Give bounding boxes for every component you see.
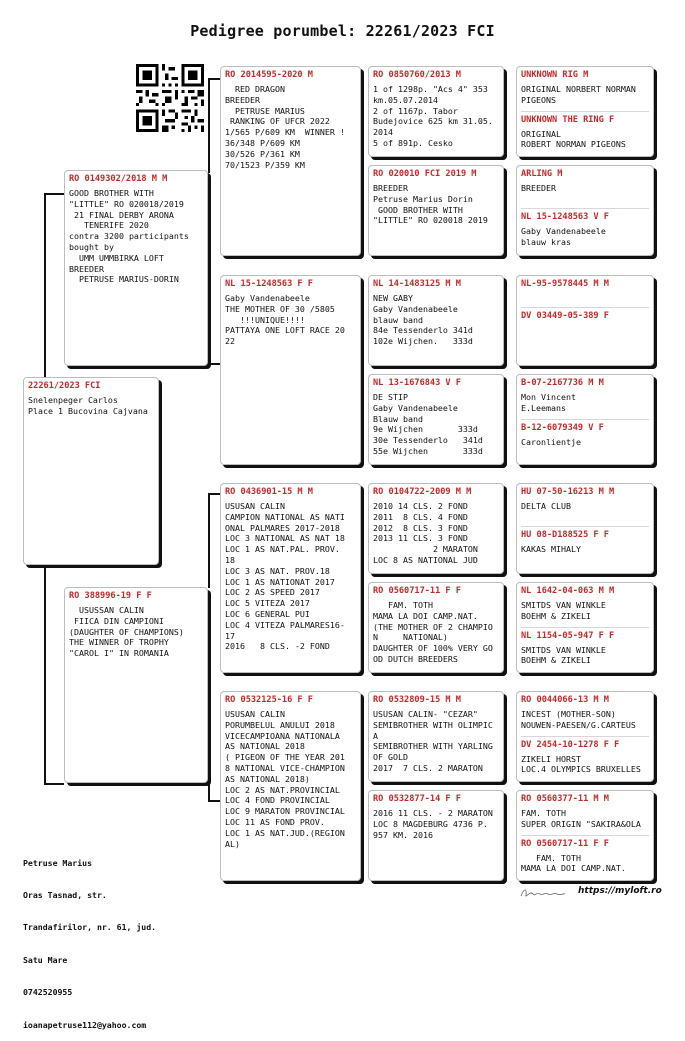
detail-line: DELTA CLUB [521, 501, 571, 511]
ring-number: NL 15-1248563 V F [521, 211, 609, 222]
detail-line: VICECAMPIOANA NATIONALA [225, 730, 340, 741]
ring-number: RO 0436901-15 M M [225, 487, 313, 497]
detail-line: 84e Tessenderlo 341d [373, 325, 473, 336]
detail-line: 1/565 P/609 KM WINNER ! [225, 127, 345, 138]
detail-line: 18 [225, 554, 235, 565]
connector-line [44, 565, 46, 785]
detail-line: PORUMBELUL ANULUI 2018 [225, 719, 335, 730]
detail-line: GOOD BROTHER WITH [69, 188, 154, 198]
address-line: Satu Mare [23, 954, 68, 965]
great-grandparent-card[interactable] [368, 691, 504, 782]
detail-line: 21 FINAL DERBY ARONA [69, 209, 174, 220]
ancestor-pair-card[interactable] [516, 691, 654, 782]
detail-line: AS NATIONAL 2018 [225, 741, 305, 752]
detail-line: LOC 9 MARATON PROVINCIAL [225, 806, 345, 817]
ring-number: RO 388996-19 F F [69, 591, 152, 601]
detail-line: GOOD BROTHER WITH [373, 204, 463, 215]
detail-line: blauw band [373, 314, 423, 325]
detail-line: LOC 3 AS NAT. PROV.18 [225, 565, 330, 576]
detail-line: LOC 1 AS NATIONAT 2017 [225, 576, 335, 587]
ring-number: 22261/2023 FCI [28, 381, 101, 391]
connector-line [44, 783, 64, 785]
detail-line: 2 of 1167p. Tabor [373, 105, 458, 116]
detail-line: USUSSAN CALIN [69, 605, 144, 615]
website-link[interactable]: https://myloft.ro [578, 886, 662, 896]
ancestor-pair-card[interactable] [516, 582, 654, 673]
detail-line: OF GOLD [373, 752, 408, 763]
detail-line: BREEDER [225, 94, 260, 105]
detail-line: LOC 8 MAGDEBURG 4736 P. [373, 818, 488, 829]
detail-line: ROBERT NORMAN PIGEONS [521, 139, 626, 150]
detail-line: SMITDS VAN WINKLE [521, 644, 606, 655]
ring-number: B-12-6079349 V F [521, 422, 604, 433]
detail-line: BOEHM & ZIKELI [521, 610, 591, 621]
detail-line: 5 of 891p. Cesko [373, 137, 453, 148]
detail-line: 102e Wijchen. 333d [373, 336, 473, 347]
ring-number: NL-95-9578445 M M [521, 279, 609, 289]
detail-line: PETRUSE MARIUS-DORIN [69, 274, 179, 285]
ancestor-dam [521, 111, 649, 151]
detail-line: USUSAN CALIN- "CEZAR" [373, 709, 478, 719]
detail-line: PATTAYA ONE LOFT RACE 20 [225, 325, 345, 336]
detail-line: Caronlientje [521, 436, 581, 447]
detail-line: 2016 11 CLS. - 2 MARATON [373, 808, 493, 818]
address-line: 0742520955 [23, 987, 73, 998]
detail-line: Budejovice 625 km 31.05. [373, 116, 493, 127]
detail-line: ( PIGEON OF THE YEAR 201 [225, 752, 345, 763]
detail-line: 70/1523 P/359 KM [225, 159, 305, 170]
connector-line [208, 265, 210, 365]
detail-line: ZIKELI HORST [521, 753, 581, 764]
detail-line: 2017 7 CLS. 2 MARATON [373, 762, 483, 773]
ring-number: NL 15-1248563 F F [225, 279, 313, 289]
father-card[interactable] [64, 170, 208, 366]
detail-line: 957 KM. 2016 [373, 829, 433, 840]
address-line: Trandafirilor, nr. 61, jud. [23, 922, 157, 933]
detail-line: RED DRAGON [225, 84, 285, 94]
ancestor-dam [521, 627, 649, 667]
detail-line: N NATIONAL) [373, 632, 448, 643]
detail-line: MAMA LA DOI CAMP.NAT. [521, 863, 626, 874]
detail-line: 30e Tessenderlo 341d [373, 435, 483, 446]
detail-line: 1 of 1298p. "Acs 4" 353 [373, 84, 488, 94]
detail-line: PIGEONS [521, 94, 556, 105]
detail-line: MAMA LA DOI CAMP.NAT. [373, 610, 478, 621]
detail-line: OD DUTCH BREEDERS [373, 653, 458, 664]
great-grandparent-card[interactable] [368, 275, 504, 366]
detail-line: FIICA DIN CAMPIONI [69, 615, 164, 626]
detail-line: SEMIBROTHER WITH OLIMPIC [373, 719, 493, 730]
detail-line: Gaby Vandenabeele [373, 402, 458, 413]
great-grandparent-card[interactable] [368, 374, 504, 465]
address-line: Petruse Marius [23, 857, 93, 868]
ancestor-dam [521, 307, 649, 323]
detail-line: BREEDER [521, 183, 556, 193]
detail-line: Gaby Vandenabeele [225, 293, 310, 303]
ancestor-dam [521, 835, 649, 875]
detail-line: bought by [69, 241, 114, 252]
detail-line: contra 3200 participants [69, 231, 189, 242]
detail-line: (DAUGHTER OF CHAMPIONS) [69, 626, 184, 637]
detail-line: USUSAN CALIN [225, 501, 285, 511]
detail-line: "LITTLE" RO 020018/2019 [69, 198, 184, 209]
detail-line: KAKAS MIHALY [521, 543, 581, 554]
ring-number: RO 0850760/2013 M [373, 70, 461, 80]
detail-line: ONAL PALMARES 2017-2018 [225, 522, 340, 533]
detail-line: Blauw band [373, 413, 423, 424]
ancestor-pair-card[interactable] [516, 374, 654, 465]
detail-line: km.05.07.2014 [373, 94, 438, 105]
address-line: Oras Tasnad, str. [23, 889, 107, 900]
detail-line: 22 [225, 336, 235, 347]
detail-line: RANKING OF UFCR 2022 [225, 116, 330, 127]
detail-line: 8 NATIONAL VICE-CHAMPION [225, 762, 345, 773]
subject-card[interactable] [23, 377, 159, 565]
great-grandparent-card[interactable] [368, 165, 504, 256]
ring-number: RO 0560717-11 F F [521, 838, 609, 849]
detail-line: 2013 11 CLS. 3 FOND [373, 533, 468, 544]
ring-number: NL 14-1483125 M M [373, 279, 461, 289]
detail-line: UMM UMMBIRKA LOFT [69, 252, 164, 263]
detail-line: ORIGINAL NORBERT NORMAN [521, 84, 636, 94]
granddam-paternal-card[interactable] [220, 275, 361, 465]
detail-line: LOC 11 AS FOND PROV. [225, 816, 325, 827]
detail-line: CAMPION NATIONAL AS NATI [225, 511, 345, 522]
email-address[interactable]: ioanapetruse112@yahoo.com [23, 1019, 147, 1030]
ring-number: HU 07-50-16213 M M [521, 487, 615, 497]
grandsire-paternal-card[interactable] [220, 66, 361, 256]
ancestor-pair-card[interactable] [516, 275, 654, 366]
ring-number: RO 0044066-13 M M [521, 695, 609, 705]
page-title: Pedigree porumbel: 22261/2023 FCI [190, 22, 495, 40]
ring-number: DV 03449-05-389 F [521, 311, 609, 321]
qr-code [136, 64, 204, 132]
ancestor-dam [521, 419, 649, 448]
ancestor-dam [521, 208, 649, 248]
detail-line: BREEDER [373, 183, 408, 193]
ring-number: RO 020010 FCI 2019 M [373, 169, 477, 179]
detail-line: 30/526 P/361 KM [225, 148, 300, 159]
detail-line: BREEDER [69, 263, 104, 274]
ring-number: RO 0560377-11 M M [521, 794, 609, 804]
connector-line [208, 800, 220, 802]
connector-line [44, 193, 64, 195]
detail-line: LOC 1 AS NAT.JUD.(REGION [225, 827, 345, 838]
ring-number: RO 0560717-11 F F [373, 586, 461, 596]
detail-line: (THE MOTHER OF 2 CHAMPIO [373, 621, 493, 632]
ring-number: RO 2014595-2020 M [225, 70, 313, 80]
detail-line: PETRUSE MARIUS [225, 105, 305, 116]
detail-line: DE STIP [373, 392, 408, 402]
ring-number: B-07-2167736 M M [521, 378, 604, 388]
detail-line: LOC 1 AS NAT.PAL. PROV. [225, 544, 340, 555]
detail-line: Place 1 Bucovina Cajvana [28, 405, 148, 416]
detail-line: ORIGINAL [521, 128, 561, 139]
detail-line: LOC 4 FOND PROVINCIAL [225, 795, 330, 806]
detail-line: FAM. TOTH [373, 600, 433, 610]
great-grandparent-card[interactable] [368, 483, 504, 574]
ring-number: RO 0532809-15 M M [373, 695, 461, 705]
grandsire-maternal-card[interactable] [220, 483, 361, 673]
ancestor-dam [521, 736, 649, 776]
ancestor-pair-card[interactable] [516, 790, 654, 881]
breeder-address [23, 836, 156, 1041]
detail-line: LOC 8 AS NATIONAL JUD [373, 554, 478, 565]
ring-number: UNKNOWN THE RING F [521, 114, 615, 125]
great-grandparent-card[interactable] [368, 582, 504, 673]
detail-line: LOC 2 AS SPEED 2017 [225, 587, 320, 598]
ring-number: NL 13-1676843 V F [373, 378, 461, 388]
great-grandparent-card[interactable] [368, 66, 504, 157]
connector-line [44, 193, 46, 378]
ring-number: DV 2454-10-1278 F F [521, 739, 620, 750]
connector-line [208, 78, 210, 173]
detail-line: THE MOTHER OF 30 /5805 [225, 303, 335, 314]
detail-line: BOEHM & ZIKELI [521, 655, 591, 666]
detail-line: 36/348 P/609 KM [225, 137, 300, 148]
detail-line: LOC 3 NATIONAL AS NAT 18 [225, 533, 345, 544]
connector-line [208, 363, 220, 365]
signature [519, 886, 567, 900]
ring-number: RO 0532125-16 F F [225, 695, 313, 705]
ancestor-dam [521, 526, 649, 555]
ring-number: UNKNOWN RIG M [521, 70, 589, 80]
detail-line: Gaby Vandenabeele [521, 225, 606, 236]
detail-line: FAM. TOTH [521, 852, 581, 863]
detail-line: AS NATIONAL 2018) [225, 773, 310, 784]
detail-line: 9e Wijchen 333d [373, 424, 478, 435]
mother-card[interactable] [64, 587, 208, 783]
detail-line: 17 [225, 630, 235, 641]
detail-line: SMITDS VAN WINKLE [521, 600, 606, 610]
detail-line: LOC.4 OLYMPICS BRUXELLES [521, 764, 641, 775]
connector-line [208, 672, 210, 802]
detail-line: SEMIBROTHER WITH YARLING [373, 741, 493, 752]
detail-line: 2010 14 CLS. 2 FOND [373, 501, 468, 511]
ring-number: RO 0104722-2009 M M [373, 487, 472, 497]
ring-number: NL 1154-05-947 F F [521, 630, 615, 641]
ring-number: RO 0149302/2018 M M [69, 174, 168, 184]
detail-line: LOC 4 VITEZA PALMARES16- [225, 619, 345, 630]
ring-number: ARLING M [521, 169, 563, 179]
detail-line: 2014 [373, 127, 393, 138]
connector-line [208, 493, 220, 495]
detail-line: NEW GABY [373, 293, 413, 303]
detail-line: !!!UNIQUE!!!! [225, 314, 305, 325]
detail-line: USUSAN CALIN [225, 709, 285, 719]
detail-line: 2 MARATON [373, 544, 478, 555]
detail-line: NOUWEN-PAESEN/G.CARTEUS [521, 719, 636, 730]
detail-line: INCEST (MOTHER-SON) [521, 709, 616, 719]
ancestor-pair-card[interactable] [516, 66, 654, 157]
detail-line: 55e Wijchen 333d [373, 445, 483, 456]
detail-line: 2016 8 CLS. -2 FOND [225, 641, 330, 652]
ring-number: RO 0532877-14 F F [373, 794, 461, 804]
detail-line: 2011 8 CLS. 4 FOND [373, 511, 468, 522]
detail-line: THE WINNER OF TROPHY [69, 637, 169, 648]
detail-line: LOC 5 VITEZA 2017 [225, 598, 310, 609]
connector-line [208, 78, 220, 80]
detail-line: AL) [225, 838, 240, 849]
ring-number: NL 1642-04-063 M M [521, 586, 615, 596]
detail-line: Petruse Marius Dorin [373, 193, 473, 204]
detail-line: LOC 6 GENERAL PUI [225, 608, 310, 619]
great-grandparent-card[interactable] [368, 790, 504, 881]
detail-line: blauw kras [521, 236, 571, 247]
detail-line: A [373, 730, 378, 741]
detail-line: DAUGHTER OF 100% VERY GO [373, 643, 493, 654]
granddam-maternal-card[interactable] [220, 691, 361, 881]
detail-line: "LITTLE" RO 020018 2019 [373, 215, 488, 226]
connector-line [208, 493, 210, 588]
ring-number: HU 08-D188525 F F [521, 529, 609, 540]
detail-line: 2012 8 CLS. 3 FOND [373, 522, 468, 533]
detail-line: LOC 2 AS NAT.PROVINCIAL [225, 784, 340, 795]
ancestor-pair-card[interactable] [516, 483, 654, 574]
detail-line: E.Leemans [521, 402, 566, 413]
detail-line: SUPER ORIGIN "SAKIRA&OLA [521, 818, 641, 829]
detail-line: TENERIFE 2020 [69, 220, 149, 231]
detail-line: FAM. TOTH [521, 808, 566, 818]
ancestor-pair-card[interactable] [516, 165, 654, 256]
detail-line: Snelenpeger Carlos [28, 395, 118, 405]
detail-line: "CAROL I" IN ROMANIA [69, 648, 169, 659]
detail-line: Gaby Vandenabeele [373, 303, 458, 314]
detail-line: Mon Vincent [521, 392, 576, 402]
